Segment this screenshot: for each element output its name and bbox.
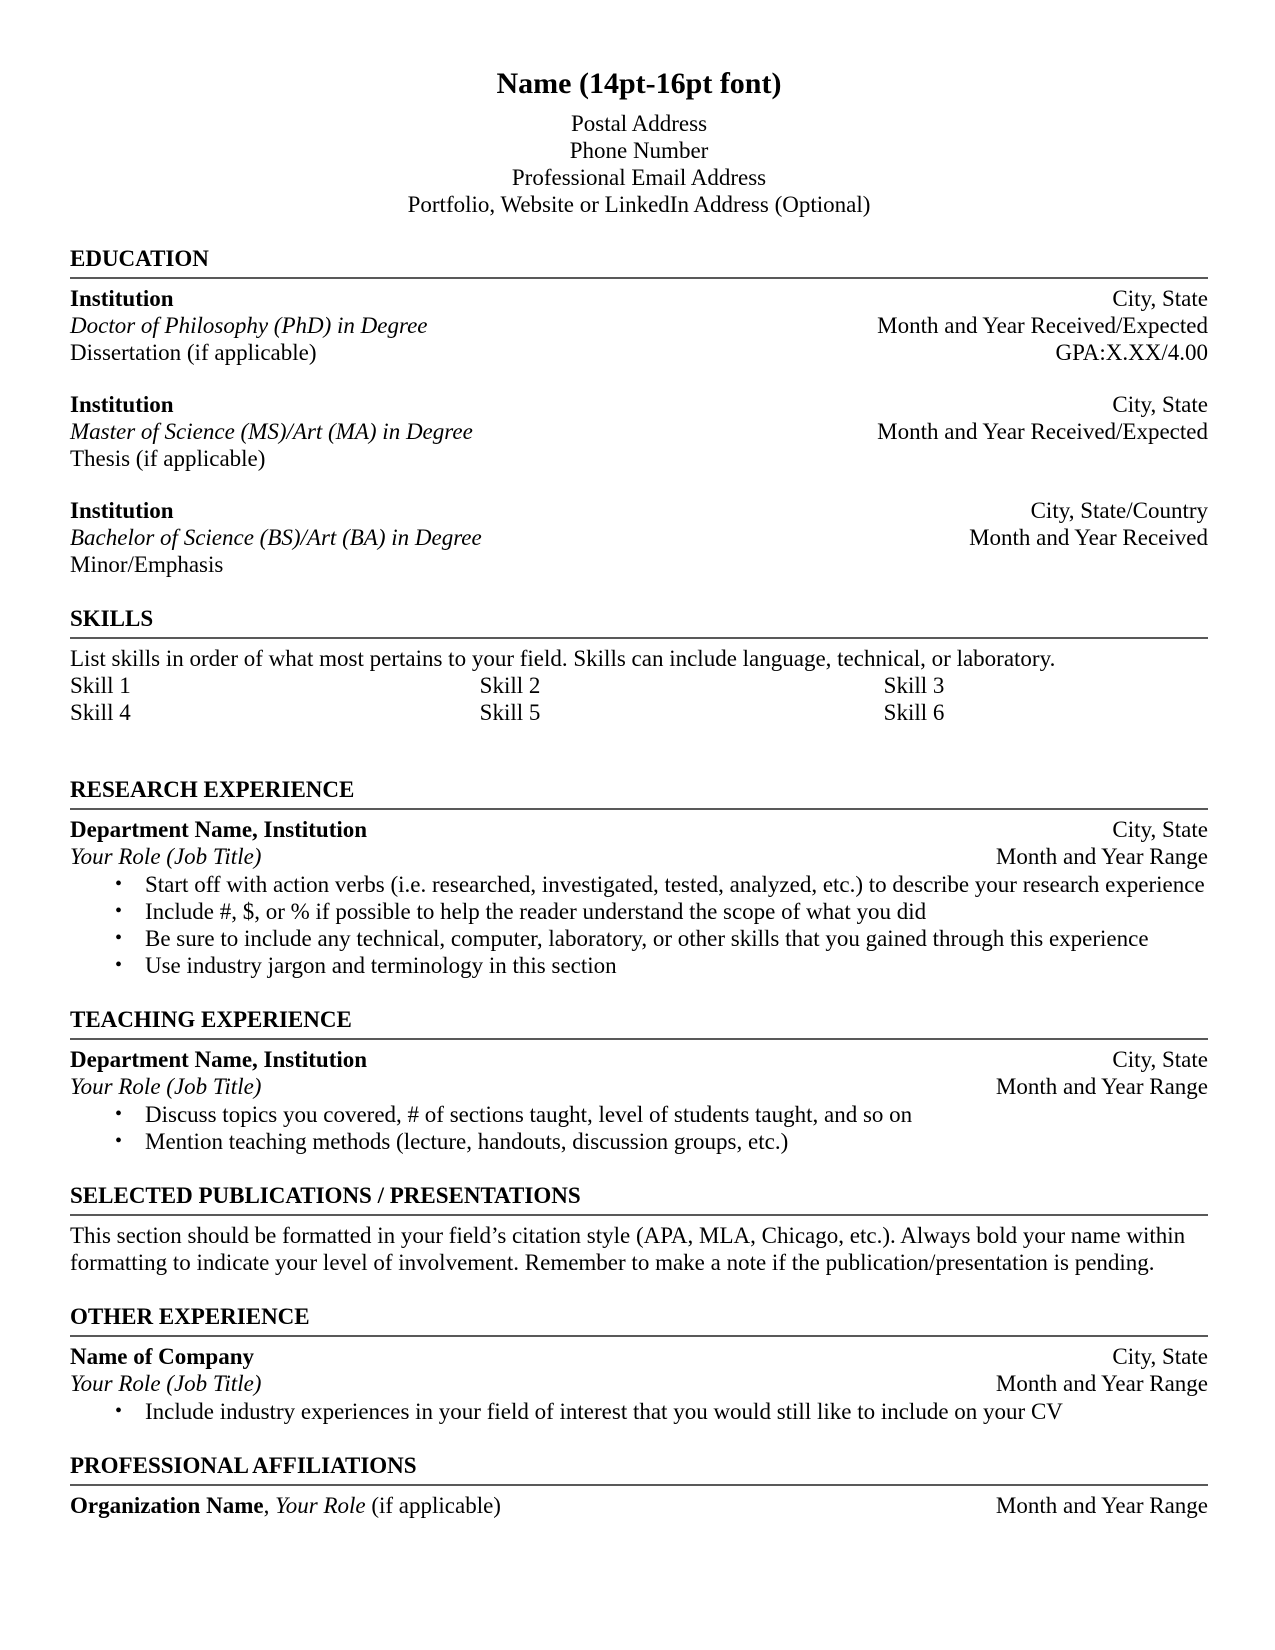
bullet-item: • Mention teaching methods (lecture, handouts, discussion groups, etc.)	[115, 1129, 789, 1154]
education-entry	[70, 285, 1208, 366]
degree-name: Bachelor of Science (BS)/Art (BA) in Degree	[70, 525, 482, 550]
postal-address: Postal Address	[570, 111, 708, 136]
institution-name: Institution	[70, 498, 174, 523]
skill-item: Skill 1	[70, 673, 131, 698]
gpa-value: GPA:X.XX/4.00	[1055, 340, 1208, 365]
email-address: Professional Email Address	[511, 165, 767, 190]
publications-title: SELECTED PUBLICATIONS / PRESENTATIONS	[70, 1182, 1208, 1216]
institution-location: City, State	[1112, 392, 1208, 417]
education-entry	[70, 391, 1208, 472]
publications-body: This section should be formatted in your field’s citation style (APA, MLA, Chicago, etc.). Always bold your name within formatting to indicate your level of involvement. Remember to make a note if the publication/presentation is pending.	[70, 1223, 1186, 1275]
skills-row	[70, 699, 1208, 726]
other-date: Month and Year Range	[995, 1371, 1208, 1396]
teaching-title: TEACHING EXPERIENCE	[70, 1006, 1208, 1040]
section-teaching-experience	[70, 1006, 1208, 1155]
bullet-item: • Discuss topics you covered, # of sections taught, level of students taught, and so on	[115, 1102, 913, 1127]
bullet-item: • Use industry jargon and terminology in this section	[115, 953, 617, 978]
education-entry	[70, 497, 1208, 578]
research-bullet-list	[70, 871, 1208, 979]
education-title: EDUCATION	[70, 245, 1208, 279]
document-header	[70, 66, 1208, 218]
degree-name: Master of Science (MS)/Art (MA) in Degree	[70, 419, 473, 444]
degree-note: Dissertation (if applicable)	[70, 340, 317, 365]
skill-item: Skill 3	[883, 673, 945, 698]
degree-name: Doctor of Philosophy (PhD) in Degree	[70, 313, 428, 338]
bullet-item: • Start off with action verbs (i.e. researched, investigated, tested, analyzed, etc.) to describe your research experience	[115, 872, 1205, 897]
degree-date: Month and Year Received/Expected	[877, 313, 1208, 338]
bullet-icon: •	[115, 1103, 123, 1125]
degree-note: Minor/Emphasis	[70, 552, 224, 577]
teaching-date: Month and Year Range	[995, 1074, 1208, 1099]
teaching-role: Your Role (Job Title)	[70, 1074, 262, 1099]
degree-date: Month and Year Received	[969, 525, 1208, 550]
skills-title: SKILLS	[70, 605, 1208, 639]
skill-item: Skill 5	[479, 700, 541, 725]
section-education	[70, 245, 1208, 578]
bullet-icon: •	[115, 1400, 123, 1422]
research-title: RESEARCH EXPERIENCE	[70, 776, 1208, 810]
institution-name: Institution	[70, 392, 174, 417]
research-date: Month and Year Range	[995, 844, 1208, 869]
institution-location: City, State	[1112, 286, 1208, 311]
affiliation-org: Organization Name	[70, 1493, 264, 1518]
research-org: Department Name, Institution	[70, 817, 368, 842]
degree-note: Thesis (if applicable)	[70, 446, 266, 471]
skill-item: Skill 6	[883, 700, 945, 725]
bullet-icon: •	[115, 1130, 123, 1152]
section-publications	[70, 1182, 1208, 1276]
skill-item: Skill 4	[70, 700, 131, 725]
bullet-item: • Include industry experiences in your field of interest that you would still like to include on your CV	[115, 1399, 1063, 1424]
skills-row	[70, 672, 1208, 699]
section-skills	[70, 605, 1208, 726]
affiliation-role: Your Role	[275, 1493, 366, 1518]
institution-name: Institution	[70, 286, 174, 311]
candidate-name: Name (14pt-16pt font)	[496, 67, 782, 100]
affiliation-entry	[70, 1492, 501, 1519]
institution-location: City, State/Country	[1030, 498, 1208, 523]
affiliations-title: PROFESSIONAL AFFILIATIONS	[70, 1452, 1208, 1486]
affiliation-separator: ,	[263, 1493, 276, 1518]
other-location: City, State	[1112, 1344, 1208, 1369]
affiliation-suffix: (if applicable)	[365, 1493, 501, 1518]
bullet-icon: •	[115, 954, 123, 976]
portfolio-line: Portfolio, Website or LinkedIn Address (Optional)	[407, 192, 871, 217]
teaching-bullet-list	[70, 1101, 1208, 1155]
bullet-item: • Be sure to include any technical, computer, laboratory, or other skills that you gained through this experience	[115, 926, 1149, 951]
affiliation-date: Month and Year Range	[995, 1493, 1208, 1518]
research-location: City, State	[1112, 817, 1208, 842]
phone-number: Phone Number	[569, 138, 709, 163]
other-title: OTHER EXPERIENCE	[70, 1303, 1208, 1337]
other-bullet-list	[70, 1398, 1208, 1425]
research-role: Your Role (Job Title)	[70, 844, 262, 869]
other-org: Name of Company	[70, 1344, 254, 1369]
section-research-experience	[70, 776, 1208, 979]
bullet-item: • Include #, $, or % if possible to help the reader understand the scope of what you did	[115, 899, 927, 924]
section-other-experience	[70, 1303, 1208, 1425]
degree-date: Month and Year Received/Expected	[877, 419, 1208, 444]
skills-description: List skills in order of what most pertains to your field. Skills can include language, technical, or laboratory.	[70, 646, 1056, 671]
skill-item: Skill 2	[479, 673, 541, 698]
other-role: Your Role (Job Title)	[70, 1371, 262, 1396]
bullet-icon: •	[115, 927, 123, 949]
bullet-icon: •	[115, 873, 123, 895]
bullet-icon: •	[115, 900, 123, 922]
teaching-location: City, State	[1112, 1047, 1208, 1072]
section-professional-affiliations	[70, 1452, 1208, 1519]
teaching-org: Department Name, Institution	[70, 1047, 368, 1072]
